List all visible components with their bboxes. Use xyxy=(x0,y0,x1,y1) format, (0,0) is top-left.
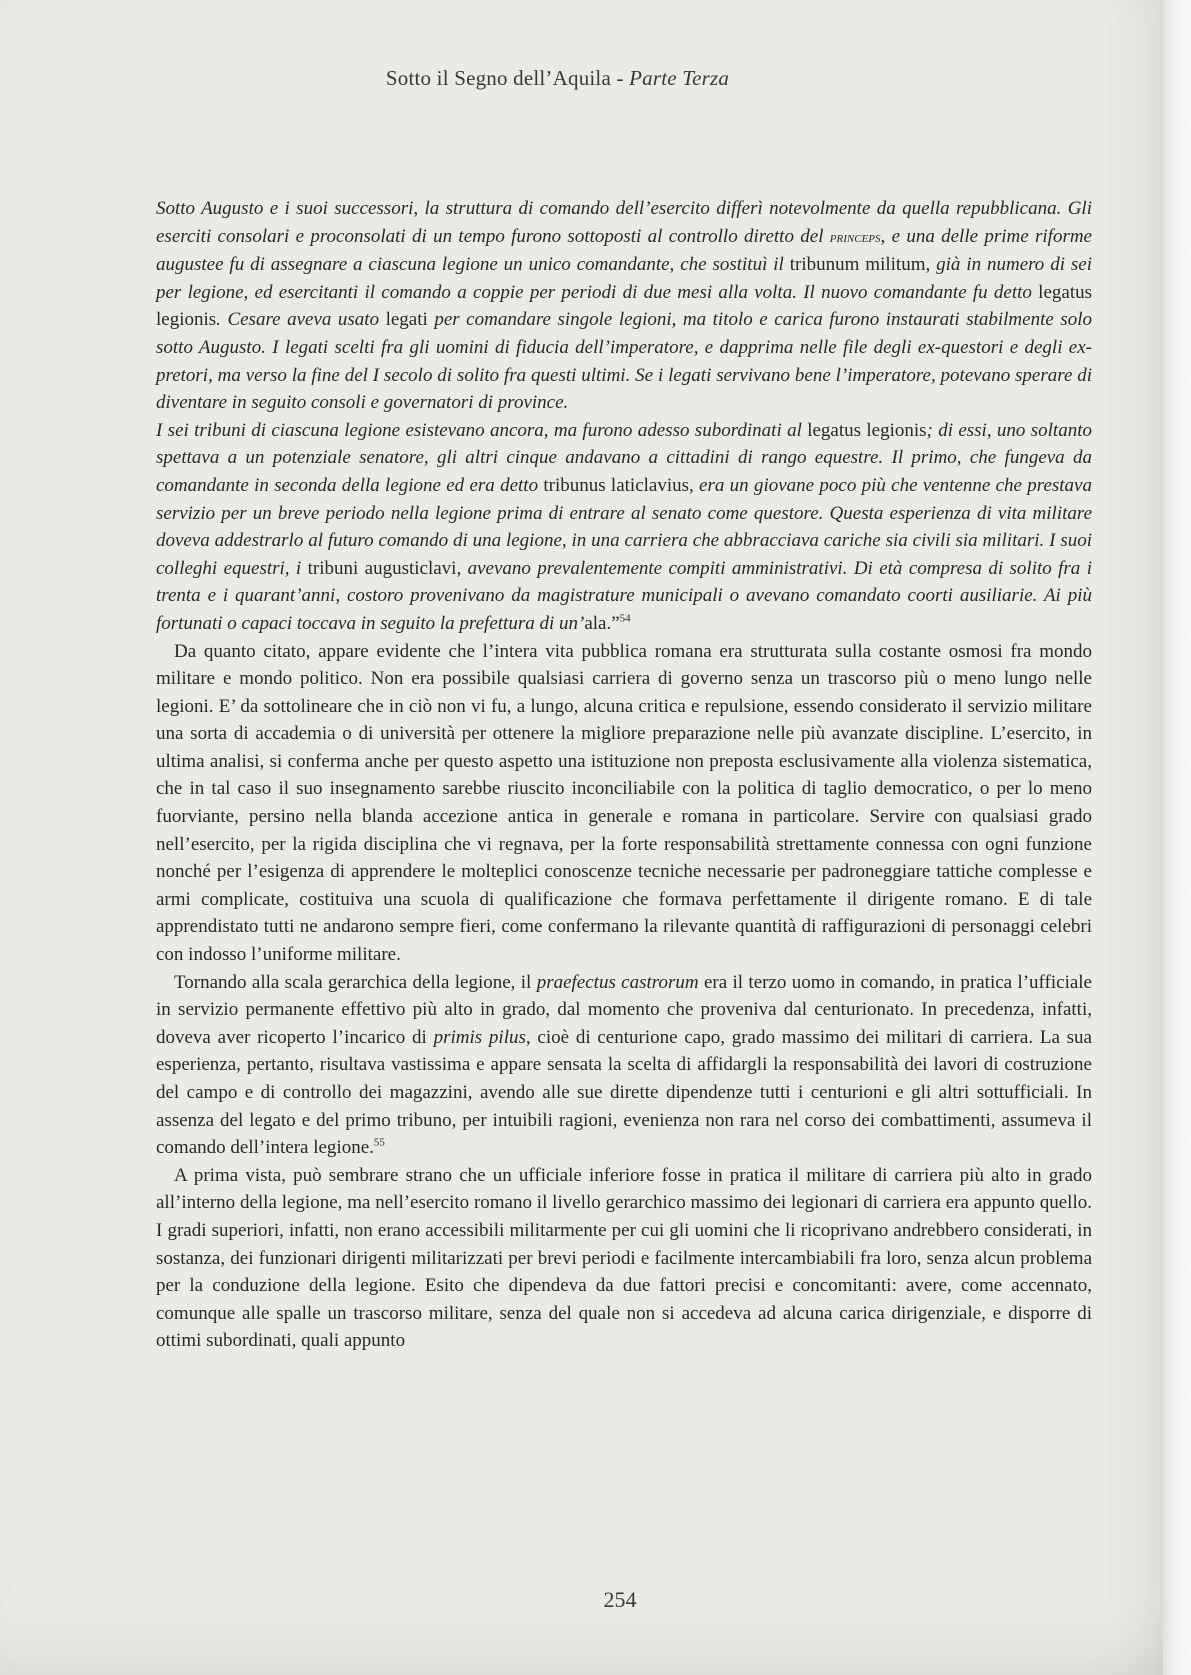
term-princeps: princeps xyxy=(829,228,881,246)
footnote-marker: 55 xyxy=(373,1136,385,1149)
body-text: Tornando alla scala gerarchica della legione, il xyxy=(174,971,537,993)
latin-term: tribunum militum xyxy=(789,254,926,276)
header-separator: - xyxy=(616,66,624,90)
latin-term: tribunus laticlavius xyxy=(543,474,690,496)
latin-term: primis pilus xyxy=(433,1026,526,1048)
quote-text: . Cesare aveva usato xyxy=(216,309,386,331)
quote-text: , e una delle prime riforme augustee fu di assegnare a ciascuna legione un unico comandante, che sostituì il xyxy=(156,225,1092,276)
quote-text: , era un giovane poco più che ventenne che prestava servizio per un breve periodo nella legione prima di entrare al senato come questore. Questa esperienza di vita militare doveva addestrarlo al futuro comando di una legione, in una carriera che abbracciava cariche sia civili sia militari. I suoi colleghi equestri, i xyxy=(156,474,1092,579)
quote-close: .” xyxy=(606,612,620,634)
footnote-marker: 54 xyxy=(619,612,631,625)
quote-text: , avevano prevalentemente compiti amministrativi. Di età compresa di solito fra i trenta e i quarant’anni, costoro provenivano da magistrature municipali o avevano comandato coorti ausiliarie. Ai più fortunati o capaci toccava in seguito la prefettura di un’ xyxy=(156,557,1092,634)
latin-term: ala xyxy=(584,612,607,634)
book-title: Sotto il Segno dell’Aquila xyxy=(385,66,611,90)
body-paragraph-2 xyxy=(156,969,1092,1162)
body-text: era il terzo uomo in comando, in pratica l’ufficiale in servizio permanente effettivo più alto in grado, dal momento che proveniva dal centurionato. In precedenza, infatti, doveva aver ricoperto l’incarico di xyxy=(156,971,1092,1048)
latin-term: praefectus castrorum xyxy=(536,971,699,993)
main-text xyxy=(156,195,1092,1355)
page-edge xyxy=(1163,0,1191,1675)
quote-paragraph-1 xyxy=(156,195,1092,417)
body-text: , cioè di centurione capo, grado massimo dei militari di carriera. La sua esperienza, pertanto, risultava vastissima e appare sensata la scelta di affidargli la responsabilità dei lavori di costruzione del campo e di controllo dei magazzini, avendo alle sue dirette dipendenze tutti i centurioni e gli altri sottufficiali. In assenza del legato e del primo tribuno, per intuibili ragioni, evenienza non rara nel corso dei combattimenti, assumeva il comando dell’intera legione. xyxy=(156,1026,1092,1159)
latin-term: tribuni augusticlavi xyxy=(307,557,457,579)
running-head xyxy=(0,66,1115,91)
body-paragraph-1: Da quanto citato, appare evidente che l’intera vita pubblica romana era strutturata sulla costante osmosi fra mondo militare e mondo politico. Non era possibile qualsiasi carriera di governo senza un trascorso più o meno lungo nelle legioni. E’ da sottolineare che in ciò non vi fu, a lungo, alcuna critica e repulsione, essendo considerato il servizio militare una sorta di accademia o di università per ottenere la migliore preparazione nelle più avanzate discipline. L’esercito, in ultima analisi, si conferma anche per questo aspetto una istituzione non preposta esclusivamente alla violenza sistematica, che in tal caso il suo insegnamento sarebbe riuscito inconciliabile con la politica di taglio democratico, o per lo meno fuorviante, persino nella blanda accezione antica in generale e romana in particolare. Servire con qualsiasi grado nell’esercito, per la rigida disciplina che vi regnava, per la forte responsabilità strettamente connessa con ogni funzione nonché per l’esigenza di apprendere le molteplici conoscenze tecniche necessarie per padroneggiare tattiche complesse e armi complicate, costituiva una scuola di qualificazione che formava perfettamente il dirigente romano. E di tale apprendistato tutti ne andarono sempre fieri, come confermano la rilevante quantità di raffigurazioni di personaggi celebri con indosso l’uniforme militare. xyxy=(156,640,1092,966)
quote-paragraph-2 xyxy=(156,417,1092,638)
part-title: Parte Terza xyxy=(629,66,730,90)
quote-text: per comandare singole legioni, ma titolo e carica furono instaurati stabilmente solo sotto Augusto. I legati scelti fra gli uomini di fiducia dell’imperatore, e dapprima nelle file degli ex-questori e degli ex-pretori, ma verso la fine del I secolo di solito fra questi ultimi. Se i legati servivano bene l’imperatore, potevano sperare di diventare in seguito consoli e governatori di province. xyxy=(156,309,1092,414)
quote-text: ; di essi, uno soltanto spettava a un potenziale senatore, gli altri cinque andavano a cittadini di rango equestre. Il primo, che fungeva da comandante in seconda della legione ed era detto xyxy=(156,419,1092,496)
quote-text: Sotto Augusto e i suoi successori, la struttura di comando dell’esercito differì notevolmente da quella repubblicana. Gli eserciti consolari e proconsolati di un tempo furono sottoposti al controllo diretto del xyxy=(156,198,1092,247)
page-number: 254 xyxy=(603,1587,637,1612)
block-quotation xyxy=(156,195,1092,638)
latin-term: legati xyxy=(385,309,428,331)
latin-term: legatus legionis xyxy=(807,419,927,441)
quote-text: I sei tribuni di ciascuna legione esistevano ancora, ma furono adesso subordinati al xyxy=(156,419,808,441)
latin-term: legatus legionis xyxy=(156,281,1092,331)
body-prose xyxy=(156,638,1092,1355)
quote-text: , già in numero di sei per legione, ed esercitanti il comando a coppie per periodi di due mesi alla volta. Il nuovo comandante fu detto xyxy=(156,254,1092,303)
body-paragraph-3: A prima vista, può sembrare strano che un ufficiale inferiore fosse in pratica il militare di carriera più alto in grado all’interno della legione, ma nell’esercito romano il livello gerarchico massimo dei legionari di carriera era appunto quello. I gradi superiori, infatti, non erano accessibili militarmente per cui gli uomini che li ricoprivano andrebbero considerati, in sostanza, dei funzionari dirigenti militarizzati per brevi periodi e facilmente intercambiabili fra loro, senza alcun problema per la conduzione della legione. Esito che dipendeva da due fattori precisi e concomitanti: avere, come accennato, comunque alle spalle un trascorso militare, senza del quale non si accedeva ad alcuna carica dirigenziale, e disporre di ottimi subordinati, quali appunto xyxy=(156,1164,1092,1352)
